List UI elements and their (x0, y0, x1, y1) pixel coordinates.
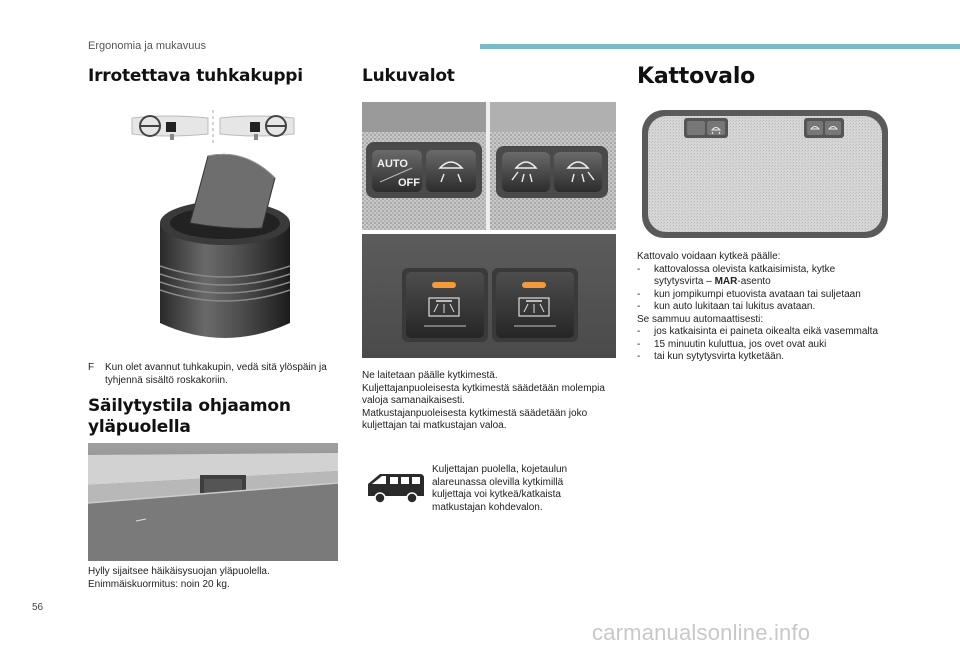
reading-lights-title: Lukuvalot (362, 66, 455, 86)
dash-marker: - (637, 326, 641, 337)
ceiling-off-item (637, 351, 887, 364)
reading-lights-text (362, 370, 618, 433)
dash-marker: - (637, 288, 641, 300)
ceiling-on-item-text: kun auto lukitaan tai lukitus avataan. (654, 301, 816, 312)
header-accent-bar (480, 44, 960, 49)
section-label: Ergonomia ja mukavuus (88, 40, 207, 52)
ashtray-illustration (150, 148, 300, 348)
ceiling-on-item-text: -asento (737, 276, 771, 287)
ceiling-on-item-text: kun jompikumpi etuovista avataan tai suljetaan (654, 288, 861, 300)
reading-lights-line: Kuljettajanpuoleisesta kytkimestä säädetään molempia valoja samanaikaisesti. (362, 382, 605, 406)
dash-marker: - (637, 301, 641, 312)
ashtray-instruction-text: Kun olet avannut tuhkakupin, vedä sitä ylöspäin ja tyhjennä sisältö roskakoriin. (105, 362, 327, 386)
page-number: 56 (32, 602, 44, 613)
reading-light-switches-photo (362, 102, 616, 230)
bullet-marker: F (88, 362, 95, 373)
storage-text (88, 566, 338, 591)
ceiling-on-item-text: kattovalossa olevista katkaisimista, kytke sytytysvirta – (654, 263, 836, 287)
ceiling-off-intro: Se sammuu automaattisesti: (637, 313, 764, 325)
off-label: OFF (398, 177, 420, 189)
dash-marker: - (637, 338, 641, 350)
van-icon (364, 470, 426, 506)
storage-line: Hylly sijaitsee häikäisysuojan yläpuolella. (88, 566, 270, 577)
ceiling-off-item-text: 15 minuutin kuluttua, jos ovet ovat auki (654, 338, 827, 350)
ignition-position: MAR (714, 276, 738, 287)
steering-wheel-diagram (128, 108, 298, 148)
ashtray-title: Irrotettava tuhkakuppi (88, 66, 303, 86)
ceiling-intro: Kattovalo voidaan kytkeä päälle: (637, 251, 781, 262)
dash-marker: - (637, 263, 641, 275)
ceiling-light-text (637, 251, 887, 364)
storage-title: Säilytystila ohjaamon yläpuolella (88, 396, 291, 437)
spotlight-switches-photo (362, 234, 616, 358)
ceiling-on-item (637, 301, 887, 314)
ceiling-light-title: Kattovalo (637, 64, 756, 89)
ceiling-off-item (637, 326, 887, 339)
ceiling-off-item-text: jos katkaisinta ei paineta oikealta eikä vasemmalta (654, 326, 879, 337)
reading-lights-line: Ne laitetaan päälle kytkimestä. (362, 370, 498, 381)
driver-spotlight-note: Kuljettajan puolella, kojetaulun alareunassa olevilla kytkimillä kuljettaja voi kytkeä/katkaista matkustajan kohdevalon. (432, 464, 568, 513)
ceiling-off-item-text: tai kun sytytysvirta kytketään. (654, 351, 785, 362)
ceiling-on-item (637, 289, 887, 302)
auto-label: AUTO (377, 158, 408, 170)
ceiling-off-item (637, 339, 887, 352)
storage-line: Enimmäiskuormitus: noin 20 kg. (88, 578, 230, 590)
ceiling-light-illustration (640, 108, 890, 240)
reading-lights-line: Matkustajanpuoleisesta kytkimestä säädetään joko kuljettajan tai matkustajan valoa. (362, 407, 588, 431)
ashtray-instruction (88, 362, 338, 387)
ceiling-on-item (637, 264, 887, 289)
storage-shelf-illustration (88, 443, 338, 561)
dash-marker: - (637, 351, 641, 362)
watermark: carmanualsonline.info (592, 620, 811, 645)
